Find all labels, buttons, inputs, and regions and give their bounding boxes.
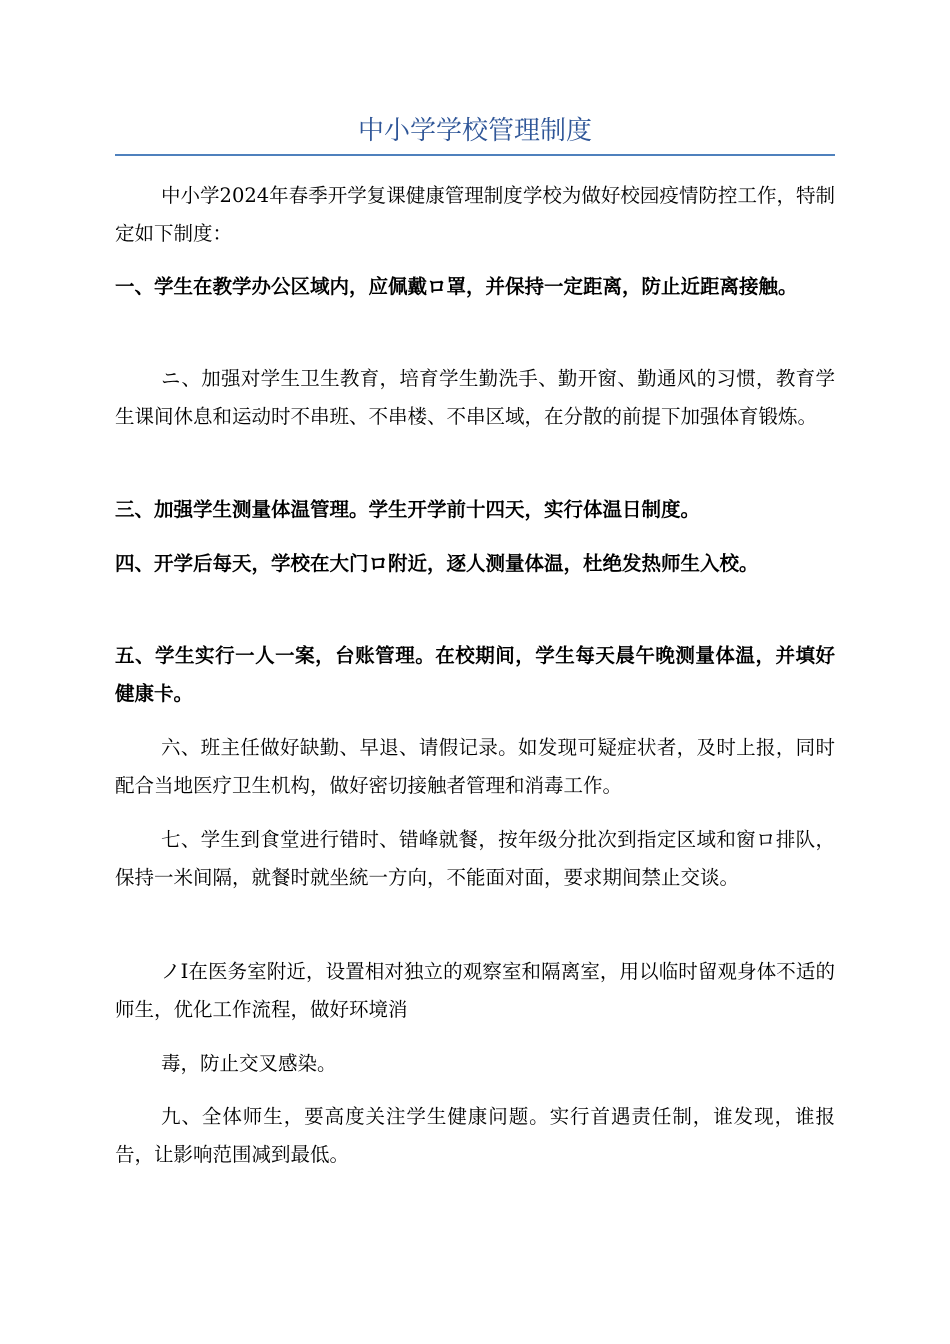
rule-8-continuation: 毒，防止交叉感染。 <box>161 1052 337 1075</box>
rule-3-paragraph: 三、加强学生测量体温管理。学生开学前十四天，实行体温日制度。 <box>115 498 701 521</box>
rule-4-paragraph: 四、开学后每天，学校在大门ロ附近，逐人测量体温，杜绝发热师生入校。 <box>115 552 759 575</box>
rule-6-paragraph: 六、班主任做好缺勤、早退、请假记录。如发现可疑症状者，及时上报，同时配合当地医疗卫生机构，做好密切接触者管理和消毒工作。 <box>115 736 835 797</box>
rule-1-paragraph: 一、学生在教学办公区域内，应佩戴ロ罩，并保持一定距离，防止近距离接触。 <box>115 275 798 298</box>
rule-7-paragraph: 七、学生到食堂进行错时、错峰就餐，按年级分批次到指定区域和窗ロ排队，保持一米间隔，就餐时就坐統一方向，不能面对面，要求期间禁止交谈。 <box>115 828 835 889</box>
title-underline <box>115 154 835 156</box>
document-title: 中小学学校管理制度 <box>357 116 592 146</box>
rule-9-paragraph: 九、全体师生，要高度关注学生健康问题。实行首遇责任制，谁发现，谁报告，让影响范围减到最低。 <box>115 1105 835 1166</box>
intro-paragraph: 中小学2024年春季开学复课健康管理制度学校为做好校园疫情防控工作，特制定如下制度： <box>115 184 835 245</box>
rule-5-paragraph: 五、学生实行一人一案，台账管理。在校期间，学生每天晨午晚测量体温，并填好健康卡。 <box>115 644 835 705</box>
rule-8-paragraph: ノI在医务室附近，设置相对独立的观察室和隔离室，用以临时留观身体不适的师生，优化工作流程，做好环境消 <box>115 960 835 1021</box>
rule-2-paragraph: ニ、加强对学生卫生教育，培育学生勤洗手、勤开窗、勤通风的习惯，教育学生课间休息和运动时不串班、不串楼、不串区域，在分散的前提下加强体育锻炼。 <box>115 367 835 428</box>
